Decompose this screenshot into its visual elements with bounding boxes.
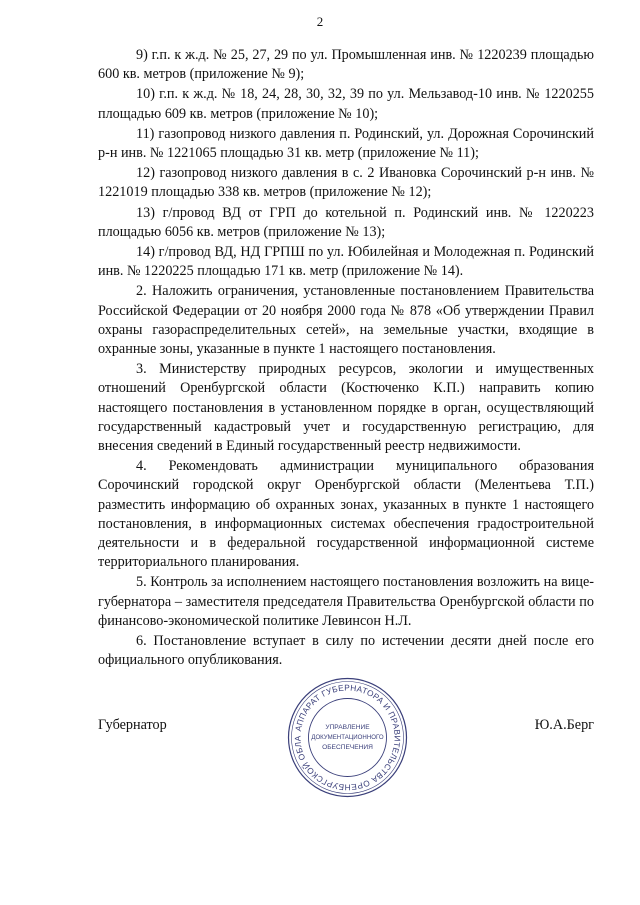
stamp-center-line-3: ОБЕСПЕЧЕНИЯ [322, 744, 373, 751]
paragraph-clause-2: 2. Наложить ограничения, установленные постановлением Правительства Российской Федерации от 20 ноября 2000 года № 878 «Об утверждении Правил охраны газораспределительных сетей», на земельные участки, входящие в охранные зоны, указанные в пункте 1 настоящего постановления. [98, 283, 594, 358]
signatory-title: Губернатор [98, 717, 167, 733]
paragraph-clause-4: 4. Рекомендовать администрации муниципального образования Сорочинский городской округ Оренбургской области (Мелентьева Т.П.) разместить информацию об охранных зонах, указанных в пункте 1 настоящего постановления, в информационных системах обеспечения градостроительной деятельности и в федеральной государственной информационной системе территориального планирования. [98, 458, 594, 571]
stamp-center-line-1: УПРАВЛЕНИЕ [325, 724, 370, 731]
paragraph-item-11: 11) газопровод низкого давления п. Родинский, ул. Дорожная Сорочинский р-н инв. № 1221065 площадью 31 кв. метр (приложение № 11); [98, 125, 594, 162]
paragraph-item-12: 12) газопровод низкого давления в с. 2 Ивановка Сорочинский р-н инв. № 1221019 площадью 338 кв. метров (приложение № 12); [98, 165, 594, 201]
paragraph-item-10: 10) г.п. к ж.д. № 18, 24, 28, 30, 32, 39 по ул. Мельзавод-10 инв. № 1220255 площадью 609 кв. метров (приложение № 10); [98, 86, 594, 122]
paragraph-item-9: 9) г.п. к ж.д. № 25, 27, 29 по ул. Промышленная инв. № 1220239 площадью 600 кв. метров (приложение № 9); [98, 47, 594, 83]
page-number: 2 [316, 14, 324, 29]
paragraph-clause-6: 6. Постановление вступает в силу по истечении десяти дней после его официального опубликования. [98, 633, 594, 669]
stamp-seal-icon [285, 675, 410, 800]
paragraph-clause-3: 3. Министерству природных ресурсов, экологии и имущественных отношений Оренбургской области (Костюченко К.П.) направить копию настоящего постановления в установленном порядке в орган, осуществляющий государственный кадастровый учет и государственную регистрацию, для внесения сведений в Единый государственный реестр недвижимости. [98, 361, 594, 455]
paragraph-item-14: 14) г/провод ВД, НД ГРПШ по ул. Юбилейная и Молодежная п. Родинский инв. № 1220225 площадью 171 кв. метр (приложение № 14). [98, 244, 594, 280]
paragraph-clause-5: 5. Контроль за исполнением настоящего постановления возложить на вице-губернатора – заместителя председателя Правительства Оренбургской области по финансово-экономической политике Левинсон Н.Л. [98, 574, 594, 629]
stamp-ring-text: АППАРАТ ГУБЕРНАТОРА И ПРАВИТЕЛЬСТВА ОРЕНБУРГСКОЙ ОБЛА [292, 682, 403, 793]
document-body [98, 46, 594, 672]
official-stamp [285, 675, 410, 800]
stamp-center-line-2: ДОКУМЕНТАЦИОННОГО [311, 734, 384, 741]
paragraph-item-13: 13) г/провод ВД от ГРП до котельной п. Родинский инв. № 1220223 площадью 6056 кв. метров (приложение № 13); [98, 204, 594, 240]
signatory-name: Ю.А.Берг [534, 717, 594, 733]
